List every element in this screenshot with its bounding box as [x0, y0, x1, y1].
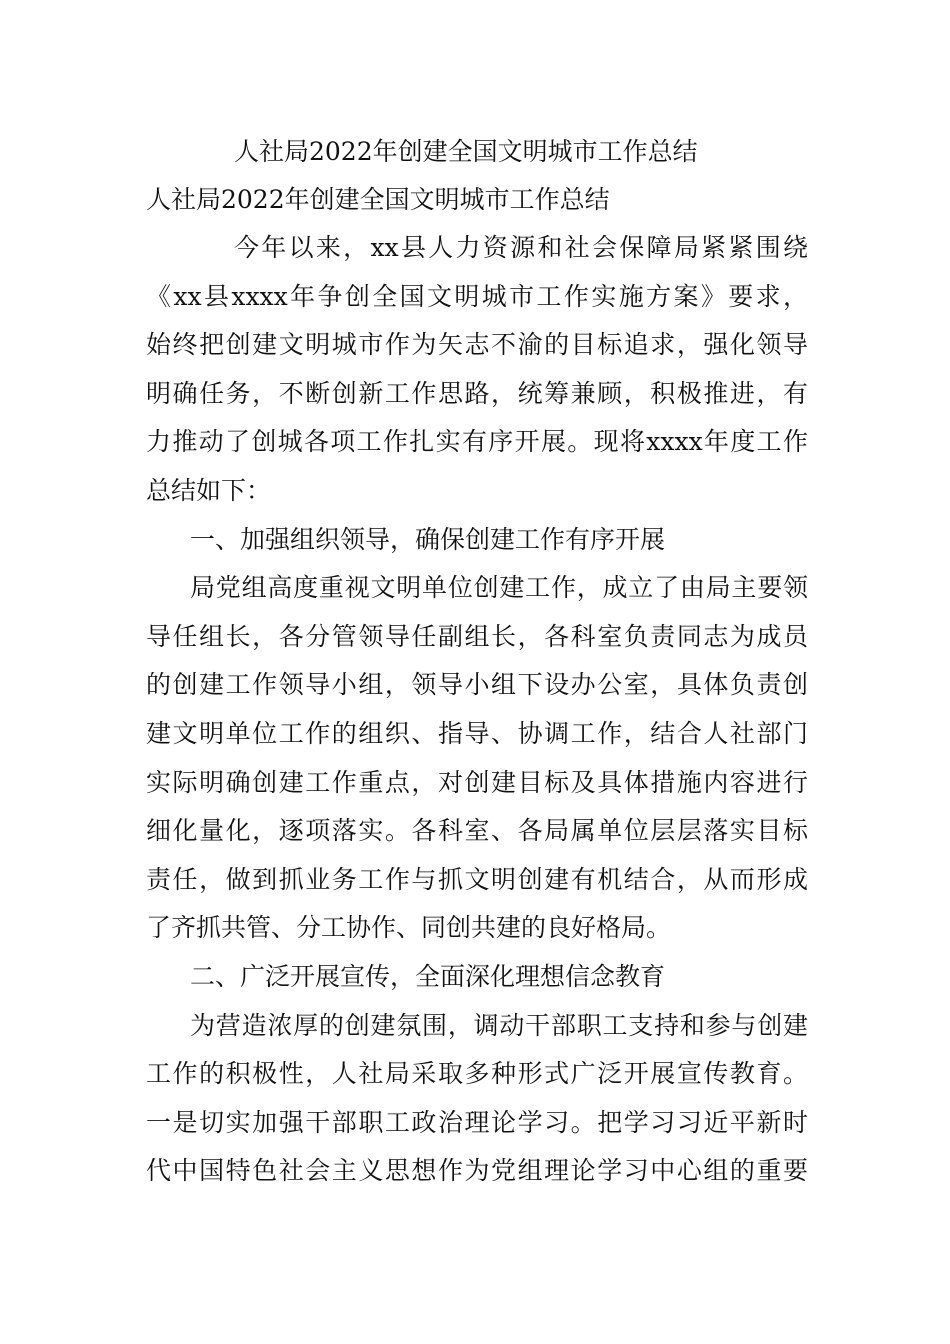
intro-paragraph	[146, 224, 808, 516]
section-2-line: 为营造浓厚的创建氛围，调动干部职工支持和参与创建	[190, 1010, 808, 1040]
document-body	[146, 128, 808, 1196]
section-1-line: 的创建工作领导小组，领导小组下设办公室，具体负责创	[146, 670, 808, 700]
section-heading-2: 二、广泛开展宣传，全面深化理想信念教育	[190, 961, 666, 991]
section-1-line: 细化量化，逐项落实。各科室、各局属单位层层落实目标	[146, 816, 808, 846]
section-1-line: 导任组长，各分管领导任副组长，各科室负责同志为成员	[146, 621, 808, 651]
section-1-line: 了齐抓共管、分工协作、同创共建的良好格局。	[146, 913, 672, 943]
intro-line: 力推动了创城各项工作扎实有序开展。现将xxxx年度工作	[146, 427, 808, 457]
section-2-line: 代中国特色社会主义思想作为党组理论学习中心组的重要	[146, 1156, 808, 1186]
section-heading-1: 一、加强组织领导，确保创建工作有序开展	[190, 524, 666, 554]
document-title: 人社局2022年创建全国文明城市工作总结	[234, 137, 698, 166]
section-1-line: 实际明确创建工作重点，对创建目标及具体措施内容进行	[146, 767, 808, 797]
section-1-paragraph	[146, 564, 808, 953]
section-1-line: 局党组高度重视文明单位创建工作，成立了由局主要领	[190, 573, 808, 603]
section-2-line: 一是切实加强干部职工政治理论学习。把学习习近平新时	[146, 1107, 808, 1137]
intro-line: 明确任务，不断创新工作思路，统筹兼顾，积极推进，有	[146, 378, 808, 408]
intro-line: 《xx县xxxx年争创全国文明城市工作实施方案》要求，	[146, 281, 808, 311]
intro-line: 总结如下：	[146, 475, 272, 505]
intro-line: 今年以来，xx县人力资源和社会保障局紧紧围绕	[234, 233, 808, 262]
section-2-paragraph	[146, 1002, 808, 1196]
intro-line: 始终把创建文明城市作为矢志不渝的目标追求，强化领导	[146, 330, 808, 360]
section-1-line: 责任，做到抓业务工作与抓文明创建有机结合，从而形成	[146, 864, 808, 894]
section-2-line: 工作的积极性，人社局采取多种形式广泛开展宣传教育。	[146, 1059, 808, 1089]
document-subtitle: 人社局2022年创建全国文明城市工作总结	[146, 185, 610, 214]
section-1-line: 建文明单位工作的组织、指导、协调工作，结合人社部门	[146, 718, 808, 748]
